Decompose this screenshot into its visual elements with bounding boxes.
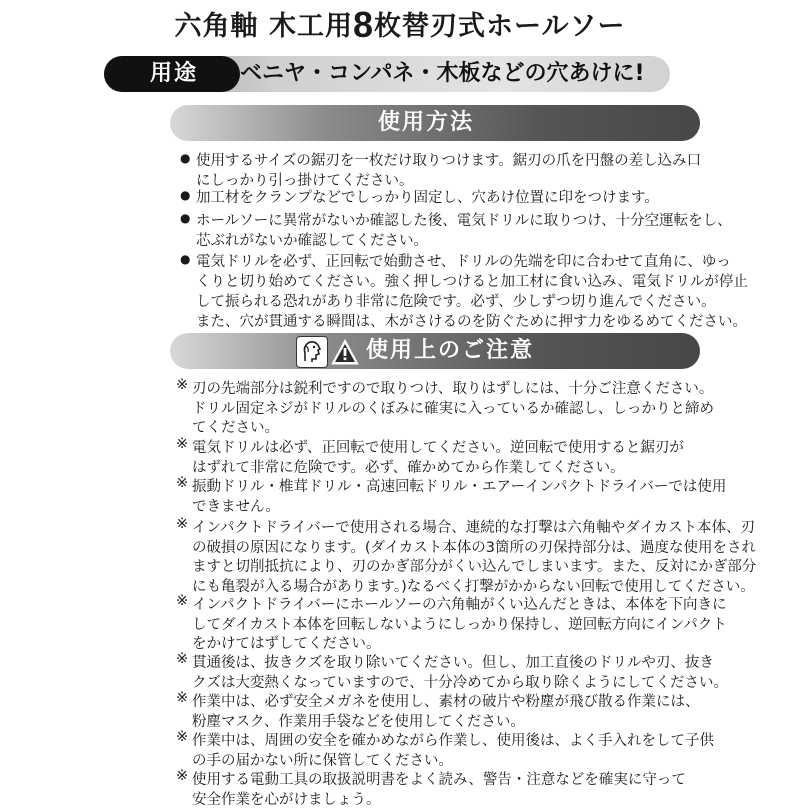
warning-triangle-icon bbox=[330, 338, 360, 366]
caution-line: にも亀裂が入る場合があります。)なるべく打撃がかからない回転で使用してください。 bbox=[192, 578, 755, 595]
caution-line: 作業中は、周囲の安全を確かめながら作業し、使用後は、よく手入れをして子供 bbox=[192, 733, 714, 749]
instruction-line: ホールソーに異常がないか確認した後、電気ドリルに取りつけ、十分空運転をし、 bbox=[196, 213, 732, 229]
caution-line: ドリル固定ネジがドリルのくぼみに確実に入っているか確認し、しっかりと締め bbox=[192, 400, 714, 417]
caution-line: てください。 bbox=[192, 420, 279, 436]
caution-line: 安全作業を心がけましょう。 bbox=[192, 791, 381, 808]
product-title bbox=[0, 4, 800, 46]
title-part1: 六角軸 木工用 bbox=[174, 11, 353, 42]
caution-line: できません。 bbox=[192, 498, 280, 515]
instruction-line: くりと切り始めてください。強く押しつけると加工材に食い込み、電気ドリルが停止 bbox=[196, 274, 748, 290]
caution-line: インパクトドライバーにホールソーの六角軸がくい込んだときは、本体を下向きに bbox=[192, 597, 727, 613]
instruction-line: 芯ぶれがないか確認してください。 bbox=[196, 233, 428, 249]
reference-mark-icon: ※ bbox=[176, 475, 189, 491]
caution-line: ますと切削抵抗により、刃のかぎ部分がくい込んでしまいます。また、反対にかぎ部分 bbox=[192, 559, 757, 575]
caution-line: 使用する電動工具の取扱説明書をよく読み、警告・注意などを確実に守って bbox=[192, 772, 686, 788]
reference-mark-icon: ※ bbox=[176, 690, 189, 706]
reference-mark-icon: ※ bbox=[176, 436, 189, 452]
cautions-heading: 使用上のご注意 bbox=[366, 338, 535, 363]
caution-line: してダイカスト本体を回転しないようにしっかり保持し、逆回転方向にインパクト bbox=[192, 616, 727, 633]
caution-line: の手の届かない所に保管してください。 bbox=[192, 752, 453, 769]
caution-line: 貫通後は、抜きクズを取り除いてください。但し、加工直後のドリルや刃、抜き bbox=[192, 655, 714, 671]
usage-tag-label: 用途 bbox=[150, 61, 199, 86]
bullet-icon: ● bbox=[180, 252, 191, 266]
caution-line: をかけてはずしてください。 bbox=[192, 636, 381, 652]
instruction-line: 使用するサイズの鋸刃を一枚だけ取りつけます。鋸刃の爪を円盤の差し込み口 bbox=[196, 153, 702, 169]
caution-line: インパクトドライバーで使用される場合、連続的な打撃は六角軸やダイカスト本体、刃 bbox=[192, 520, 756, 536]
face-caution-icon bbox=[296, 336, 328, 368]
caution-line: 電気ドリルは必ず、正回転で使用してください。逆回転で使用すると鋸刃が bbox=[192, 440, 684, 456]
caution-line: 刃の先端部分は鋭利ですので取りつけ、取りはずしには、十分ご注意ください。 bbox=[192, 381, 714, 397]
caution-line: 粉塵マスク、作業用手袋などを使用してください。 bbox=[192, 713, 525, 730]
reference-mark-icon: ※ bbox=[176, 377, 189, 393]
reference-mark-icon: ※ bbox=[176, 593, 189, 609]
instruction-line: 加工材をクランプなどでしっかり固定し、穴あけ位置に印をつけます。 bbox=[196, 190, 659, 206]
reference-mark-icon: ※ bbox=[176, 516, 189, 532]
bullet-icon: ● bbox=[180, 188, 191, 202]
title-part2: 枚替刃式ホールソー bbox=[373, 11, 626, 42]
reference-mark-icon: ※ bbox=[176, 651, 189, 667]
caution-line: はずれて非常に危険です。必ず、確かめてから作業してください。 bbox=[192, 459, 625, 476]
caution-line: 作業中は、必ず安全メガネを使用し、素材の破片や粉塵が飛び散る作業には、 bbox=[192, 694, 700, 710]
caution-line: 振動ドリル・椎茸ドリル・高速回転ドリル・エアーインパクトドライバーでは使用 bbox=[192, 479, 727, 495]
instruction-line: また、穴が貫通する瞬間は、木がさけるのを防ぐために押す力をゆるめてください。 bbox=[196, 314, 747, 330]
reference-mark-icon: ※ bbox=[176, 768, 189, 784]
instructions-heading: 使用方法 bbox=[378, 110, 475, 135]
bullet-icon: ● bbox=[180, 151, 191, 165]
bullet-icon: ● bbox=[180, 211, 191, 225]
instruction-line: にしっかり引っ掛けてください。 bbox=[196, 173, 414, 189]
instruction-line: 電気ドリルを必ず、正回転で始動させ、ドリルの先端を印に合わせて直角に、ゆっ bbox=[196, 254, 731, 270]
reference-mark-icon: ※ bbox=[176, 729, 189, 745]
instruction-line: して振られる恐れがあり非常に危険です。必ず、少しずつ切り進んでください。 bbox=[196, 294, 716, 310]
caution-line: クズは大変熱くなっていますので、十分冷めてから取り除くようにしてください。 bbox=[192, 674, 729, 691]
title-blade-count: 8 bbox=[352, 4, 374, 45]
usage-text: ベニヤ・コンパネ・木板などの穴あけに! bbox=[240, 61, 645, 86]
caution-line: の破損の原因になります。(ダイカスト本体の3箇所の刃保持部分は、過度な使用をされ bbox=[192, 539, 756, 556]
